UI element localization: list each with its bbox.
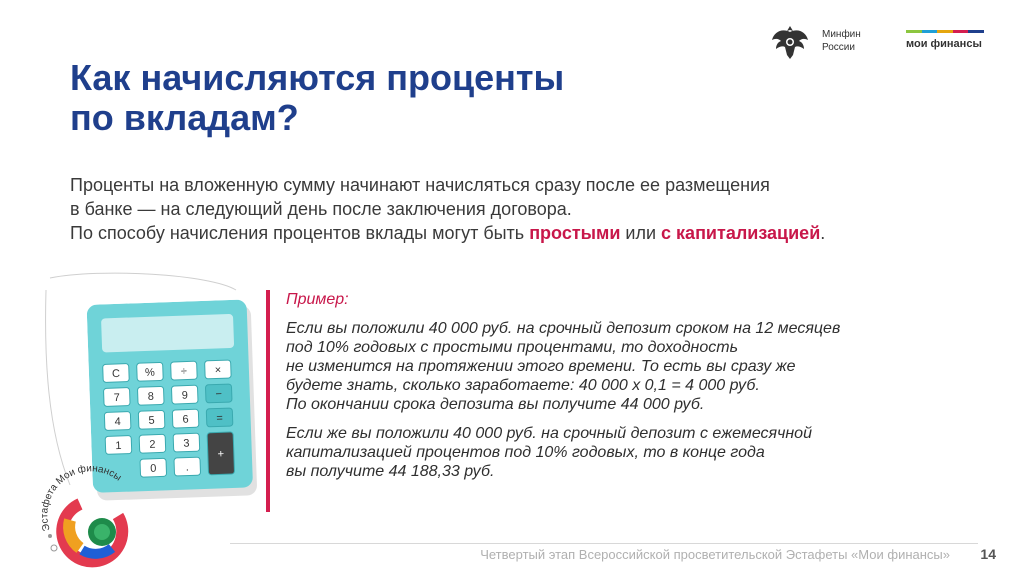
calc-key-label: 7: [113, 391, 121, 405]
calc-key-label: 5: [148, 414, 155, 427]
header-logos: [770, 20, 1000, 60]
calc-key-label: .: [185, 461, 190, 474]
intro-text: [70, 173, 990, 245]
calc-key-label: 1: [115, 439, 122, 453]
calc-key-label: 0: [150, 462, 157, 475]
relay-logo: [20, 440, 160, 570]
page-number: 14: [980, 546, 996, 562]
example-label: Пример:: [286, 291, 349, 308]
calc-key-label: 6: [182, 413, 189, 426]
example-paragraph-2: Если же вы положили 40 000 руб. на срочный депозит с ежемесячной капитализацией процентов под 10% годовых, то в конце года вы получите 44 188,33 руб.: [286, 425, 812, 480]
calc-key-label: −: [215, 388, 223, 401]
intro-line-2: в банке — на следующий день после заключения договора.: [70, 199, 572, 219]
highlight-capitalization: с капитализацией: [661, 223, 821, 243]
relay-ring-icon: [20, 440, 160, 570]
footer-divider: [230, 543, 978, 544]
calc-key-label: 3: [183, 437, 190, 450]
example-accent-bar: [266, 290, 270, 512]
calc-key-label: %: [144, 366, 156, 379]
calc-key-label: =: [216, 412, 224, 425]
slide-title: Как начисляются проценты по вкладам?: [70, 57, 565, 138]
calc-key-label: ×: [214, 364, 222, 377]
highlight-simple: простыми: [529, 223, 621, 243]
minfin-label: Минфин России: [822, 29, 861, 53]
brand-color-bar: [906, 30, 984, 33]
calc-key-label: 4: [114, 415, 121, 429]
intro-line-1: Проценты на вложенную сумму начинают начисляться сразу после ее размещения: [70, 175, 770, 195]
intro-line-3: По способу начисления процентов вклады могут быть простыми или с капитализацией.: [70, 223, 826, 243]
eagle-emblem-icon: [770, 22, 810, 60]
calc-key-label: C: [111, 367, 121, 381]
calc-key-label: 8: [147, 390, 155, 403]
calc-key-label: ÷: [180, 365, 188, 378]
brand-name: мои финансы: [906, 38, 982, 50]
example-paragraph-1: Если вы положили 40 000 руб. на срочный депозит сроком на 12 месяцев под 10% годовых с простыми процентами, то доходность не изменится на протяжении этого времени. То есть вы сразу же будете знать, сколько заработаете: 40 000 х 0,1 = 4 000 руб. По окончании срока депозита вы получите 44 000 руб.: [286, 320, 841, 413]
calc-key-label: +: [217, 448, 225, 461]
calc-key-label: 9: [181, 389, 189, 402]
footer-text: Четвертый этап Всероссийской просветительской Эстафеты «Мои финансы»: [480, 547, 950, 562]
svg-text:Эстафета Мои финансы: Эстафета Мои финансы: [39, 463, 124, 533]
calc-key-label: 2: [149, 438, 156, 451]
